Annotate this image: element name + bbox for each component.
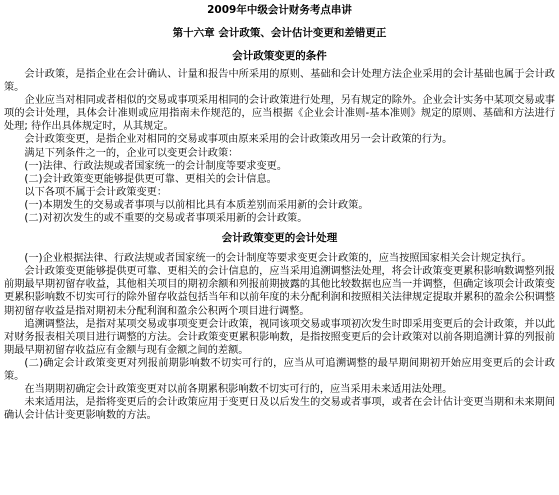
paragraph: 满足下列条件之一的，企业可以变更会计政策： [24,147,239,159]
list-item: (二)会计政策变更能够提供更可靠、更相关的会计信息。 [24,173,277,185]
paragraph: 追溯调整法，是指对某项交易或事项变更会计政策，视同该项交易或事项初次发生时即采用变更后的会计政策，并以此对财务报表相关项目进行调整的方法。会计政策变更累积影响数，是指按照变更后的会计政策对以前各期追溯计算的列报前期最早期初留存收益应有金额与现有金额之间的差额。 [4,318,555,356]
section-title-accounting: 会计政策变更的会计处理 [221,232,338,245]
paragraph: 在当期期初确定会计政策变更对以前各期累积影响数不切实可行的，应当采用未来适用法处理。 [24,384,453,396]
paragraph: 以下各项不属于会计政策变更： [24,186,168,198]
list-item: (一)法律、行政法规或者国家统一的会计制度等要求变更。 [24,160,288,172]
paragraph: (一)企业根据法律、行政法规或者国家统一的会计制度等要求变更会计政策的，应当按照国家相关会计规定执行。 [24,253,532,265]
section-title-conditions: 会计政策变更的条件 [232,50,327,62]
paragraph: 企业应当对相同或者相似的交易或事项采用相同的会计政策进行处理，另有规定的除外。企业会计实务中某项交易或事项的会计处理，具体会计准则或应用指南未作规范的，应当根据《企业会计准则-基本准则》规定的原则、基础和方法进行处理; 待作出具体规定时，从其规定。 [4,95,555,133]
paragraph: 会计政策变更，是指企业对相同的交易或事项由原来采用的会计政策改用另一会计政策的行为。 [24,134,453,146]
paragraph: 会计政策，是指企业在会计确认、计量和报告中所采用的原则、基础和会计处理方法企业采用的会计基础也属于会计政策。 [4,69,555,94]
list-item: (一)本期发生的交易或者事项与以前相比具有本质差别而采用新的会计政策。 [24,199,369,211]
paragraph: 未来适用法，是指将变更后的会计政策应用于变更日及以后发生的交易或者事项，或者在会计估计变更当期和未来期间确认会计估计变更影响数的方法。 [4,397,555,422]
paragraph: (二)确定会计政策变更对列报前期影响数不切实可行的，应当从可追溯调整的最早期间期初开始应用变更后的会计政策。 [4,357,555,382]
spacer [4,245,555,252]
list-item: (二)对初次发生的或不重要的交易或者事项采用新的会计政策。 [24,213,308,225]
main-title: 2009年中级会计财务考点串讲 [207,4,352,16]
paragraph: 会计政策变更能够提供更可靠、更相关的会计信息的，应当采用追溯调整法处理，将会计政策变更累积影响数调整列报前期最早期初留存收益，其他相关项目的期初余额和列报前期披露的其他比较数据也应当一并调整，但确定该项会计政策变更累积影响数不切实可行的除外留存收益包括当年和以前年度的未分配利润和按照相关法律规定提取并累积的盈余公积调整期初留存收益是指对期初未分配利润和盈余公积两个项目进行调整。 [4,266,555,317]
chapter-title: 第十六章 会计政策、会计估计变更和差错更正 [172,27,387,39]
